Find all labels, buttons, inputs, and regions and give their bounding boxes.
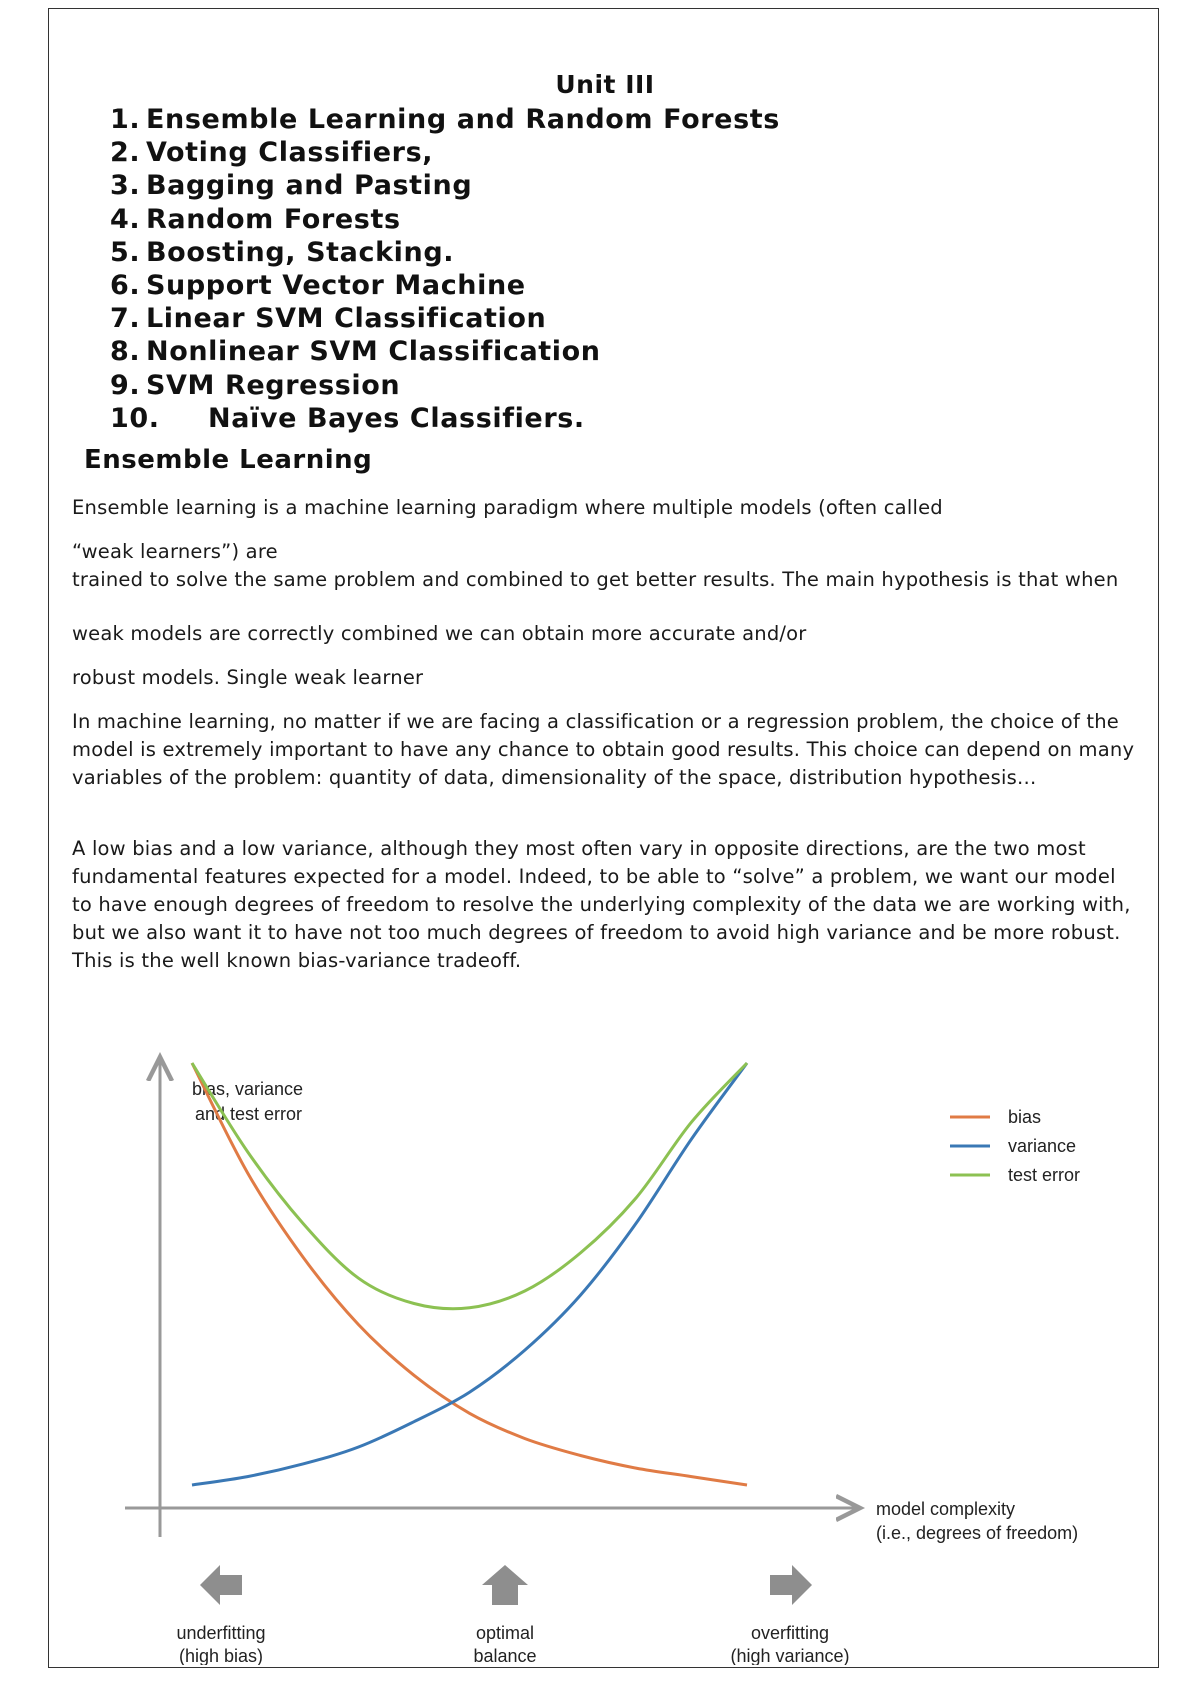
legend (950, 1107, 1080, 1185)
topic-number: 5. (110, 236, 141, 268)
topic-item (110, 402, 780, 435)
topic-item (110, 302, 780, 335)
topic-label: Voting Classifiers, (146, 137, 434, 169)
section-heading: Ensemble Learning (84, 445, 373, 475)
topic-item (110, 269, 780, 302)
topic-number: 7. (110, 303, 141, 335)
topic-item (110, 369, 780, 402)
underfitting-annotation (176, 1565, 265, 1665)
topic-label: Bagging and Pasting (146, 170, 473, 202)
series-layer (192, 1063, 747, 1485)
topic-label: Ensemble Learning and Random Forests (146, 104, 780, 135)
annotation-label: (high variance) (730, 1646, 850, 1665)
optimal-annotation (473, 1565, 536, 1665)
topic-number: 1. (110, 104, 141, 135)
series-line-bias (192, 1063, 747, 1485)
left-arrow-icon (200, 1565, 242, 1605)
topic-number: 9. (110, 369, 141, 401)
topic-label: Boosting, Stacking. (146, 236, 455, 268)
topic-number: 2. (110, 137, 141, 169)
annotation-label: (high bias) (178, 1646, 264, 1665)
topic-number: 6. (110, 270, 141, 302)
topic-list (110, 103, 780, 435)
unit-title: Unit III (555, 70, 655, 99)
paragraph: weak models are correctly combined we can obtain more accurate and/or (72, 622, 807, 645)
annotation-label: underfitting (176, 1623, 266, 1643)
legend-label-test-error: test error (1008, 1165, 1081, 1185)
topic-item (110, 169, 780, 202)
topic-item (110, 203, 780, 236)
topic-number: 3. (110, 170, 141, 202)
right-arrow-icon (770, 1565, 812, 1605)
annotation-label: overfitting (750, 1623, 830, 1643)
topic-number: 8. (110, 336, 141, 368)
topic-label: Naïve Bayes Classifiers. (208, 402, 585, 434)
series-line-test-error (192, 1063, 747, 1309)
x-axis-label: (i.e., degrees of freedom) (876, 1523, 1079, 1543)
x-axis-label: model complexity (876, 1499, 1016, 1519)
y-axis-label: and test error (195, 1104, 303, 1124)
topic-number: 10. (110, 402, 160, 434)
up-arrow-icon (482, 1565, 528, 1605)
topic-item (110, 136, 780, 169)
paragraph: robust models. Single weak learner (72, 666, 424, 689)
paragraph: A low bias and a low variance, although they most often vary in opposite directions, are the two most fundamental features expected for a model. Indeed, to be able to “solve” a problem, we want our model to have enough degrees of freedom to resolve the underlying complexity of the data we are working with, but we also want it to have not too much degrees of freedom to avoid high variance and be more robust. This is the well known bias-variance tradeoff. (72, 837, 1131, 972)
topic-number: 4. (110, 203, 141, 235)
annotation-label: optimal (475, 1623, 535, 1643)
bias-variance-chart (100, 1045, 1130, 1665)
series-line-variance (192, 1063, 747, 1485)
topic-item (110, 103, 780, 136)
topic-label: SVM Regression (146, 369, 401, 401)
topic-item (110, 335, 780, 368)
topic-item (110, 236, 780, 269)
paragraph: In machine learning, no matter if we are facing a classification or a regression problem, the choice of the model is extremely important to have any chance to obtain good results. This choice can depend on many variables of the problem: quantity of data, dimensionality of the space, distribution hypothesis… (72, 710, 1135, 789)
paragraph: Ensemble learning is a machine learning paradigm where multiple models (often called (72, 496, 943, 519)
paragraph: “weak learners”) are (72, 540, 278, 563)
topic-label: Nonlinear SVM Classification (146, 336, 601, 368)
legend-label-variance: variance (1008, 1136, 1077, 1156)
annotation-label: balance (473, 1646, 537, 1665)
topic-label: Support Vector Machine (146, 270, 526, 302)
topic-label: Linear SVM Classification (146, 303, 547, 335)
legend-label-bias: bias (1008, 1107, 1042, 1127)
y-axis-label: bias, variance (192, 1079, 304, 1099)
paragraph: trained to solve the same problem and combined to get better results. The main hypothesis is that when (72, 568, 1119, 591)
topic-label: Random Forests (146, 203, 401, 235)
overfitting-annotation (730, 1565, 849, 1665)
